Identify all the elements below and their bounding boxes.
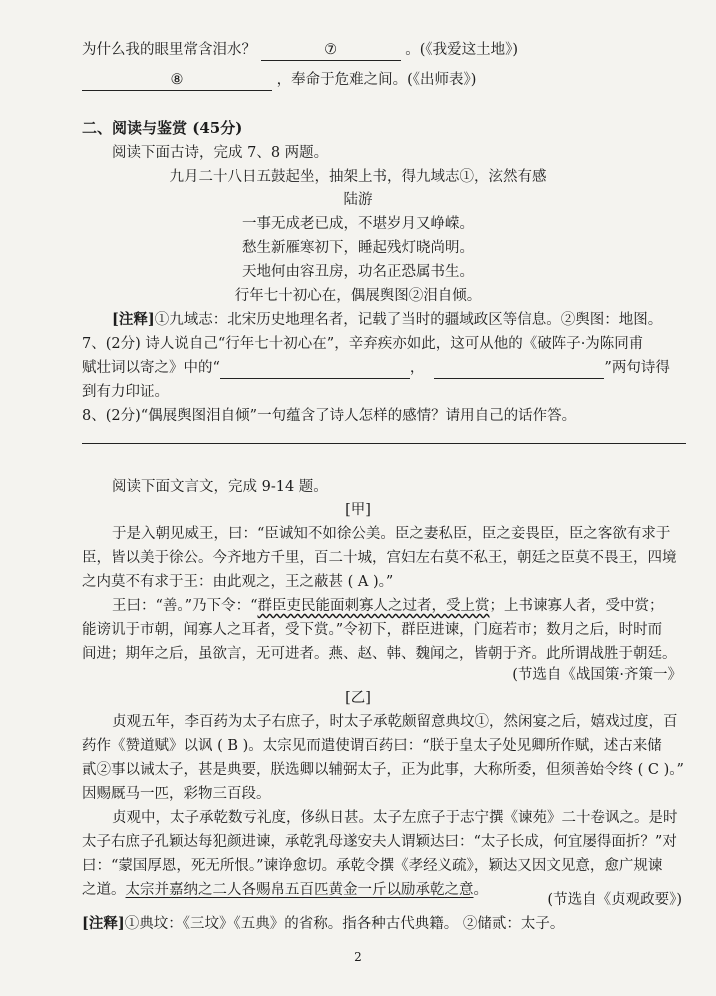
jia-p2-line-1 <box>112 596 664 616</box>
q7-answer-blank-1[interactable] <box>220 358 410 379</box>
note-text-2: ①典坟：《三坟》《五典》的省称。指各种古代典籍。 ②储贰：太子。 <box>124 916 565 932</box>
question-7-line-1: 7、(2分) 诗人说自己“行年七十初心在”，辛弃疾亦如此，这可从他的《破阵子·为陈同甫 <box>82 336 644 352</box>
q7-text-c: ”两句诗得 <box>604 360 670 376</box>
classical-intro: 阅读下面文言文，完成 9-14 题。 <box>112 479 328 495</box>
q7-answer-blank-2[interactable] <box>434 358 604 379</box>
yi-p2-line-2: 太子右庶子孔颖达每犯颜进谏，承乾乳母遂安夫人谓颖达曰：“太子长成，何宜屡得面折？”对 <box>82 834 677 850</box>
poem-line-4: 行年七十初心在，偶展舆图②泪自倾。 <box>234 288 482 304</box>
q8-answer-line[interactable] <box>82 443 686 444</box>
answer-blank-7[interactable] <box>261 40 401 61</box>
question-7-line-3: 到有力印证。 <box>82 384 169 400</box>
yi-source: (节选自《贞观政要》) <box>547 892 682 908</box>
q7-text-b: ， <box>409 360 425 376</box>
yi-p1-line-2: 药作《赞道赋》以讽 ( B )。太宗见而遣使谓百药曰：“朕于皇太子处见卿所作赋，述古来储 <box>82 738 662 754</box>
blank-mark-7: ⑦ <box>324 42 338 58</box>
poem-intro: 阅读下面古诗，完成 7、8 两题。 <box>112 145 329 161</box>
poem-author: 陆游 <box>343 192 373 208</box>
jia-p1-line-1: 于是入朝见威王，曰：“臣诚知不如徐公美。臣之妻私臣，臣之妾畏臣，臣之客欲有求于 <box>112 526 671 542</box>
q7-fill-line <box>82 40 518 61</box>
yi-p2-line-1: 贞观中，太子承乾数亏礼度，侈纵日甚。太子左庶子于志宁撰《谏苑》二十卷讽之。是时 <box>112 810 678 826</box>
passage-yi-label: [乙] <box>345 690 371 706</box>
poem-line-2: 愁生新雁寒初下，睡起残灯晓尚明。 <box>242 240 474 256</box>
page-number: 2 <box>354 950 362 964</box>
yi-p1-line-3: 貳②事以诫太子，甚是典要，朕选卿以辅弼太子，正为此事，大称所委，但须善始令终 ( C )。” <box>82 762 684 778</box>
q7-prefix: 为什么我的眼里常含泪水？ <box>82 42 256 58</box>
jia-p2-text-a: 王曰：“善。”乃下令：“ <box>112 598 258 614</box>
yi-underlined-sentence: 太宗并嘉纳之二人各赐帛五百匹黄金一斤以励承乾之意 <box>125 882 474 898</box>
jia-p2-line-2: 能谤讥于市朝，闻寡人之耳者，受下赏。”令初下，群臣进谏，门庭若市；数月之后，时时而 <box>82 622 663 638</box>
passage-jia-label: [甲] <box>345 502 371 518</box>
yi-p2-text-c: 。 <box>473 882 488 898</box>
q8-fill-line <box>82 70 476 91</box>
classical-note <box>82 914 564 934</box>
q8-suffix: ，奉命于危难之间。(《出师表》) <box>276 72 477 88</box>
note-label-2: [注释] <box>82 915 125 932</box>
poem-line-1: 一事无成老已成，不堪岁月又峥嵘。 <box>242 216 474 232</box>
yi-p1-line-4: 因赐厩马一匹，彩物三百段。 <box>82 786 271 802</box>
poem-line-3: 天地何由容丑房，功名正恐属书生。 <box>242 264 474 280</box>
note-label: [注释] <box>112 311 155 328</box>
jia-underlined-sentence: 群臣吏民能面刺寡人之过者，受上赏 <box>257 598 490 614</box>
question-8-line: 8、(2分)“偶展舆图泪自倾”一句蕴含了诗人怎样的感情？请用自己的话作答。 <box>82 408 577 424</box>
jia-p2-text-c: ；上书谏寡人者，受中赏； <box>489 598 664 614</box>
jia-source: (节选自《战国策·齐策一》 <box>512 667 682 683</box>
q7-suffix: 。(《我爱这土地》) <box>405 42 519 58</box>
poem-note <box>112 310 662 330</box>
yi-p2-line-3: 曰：“蒙国厚恩，死无所恨。”谏诤愈切。承乾令撰《孝经义疏》，颖达又因文见意，愈广规谏 <box>82 858 663 874</box>
yi-p1-line-1: 贞观五年，李百药为太子右庶子，时太子承乾颇留意典坟①，然闲宴之后，嬉戏过度，百 <box>112 714 678 730</box>
answer-blank-8[interactable] <box>82 70 272 91</box>
yi-p2-text-a: 之道。 <box>82 882 126 898</box>
jia-p1-line-2: 臣，皆以美于徐公。今齐地方千里，百二十城，宫妇左右莫不私王，朝廷之臣莫不畏王，四境 <box>82 550 677 566</box>
note-text: ①九域志：北宋历史地理名者，记载了当时的疆域政区等信息。②舆图：地图。 <box>154 312 663 328</box>
jia-p1-line-3: 之内莫不有求于王：由此观之，王之蔽甚 ( A )。” <box>82 574 394 590</box>
jia-p2-line-3: 间进；期年之后，虽欲言，无可进者。燕、赵、韩、魏闻之，皆朝于齐。此所谓战胜于朝廷。 <box>82 646 677 662</box>
yi-p2-line-4 <box>82 880 488 900</box>
section-heading: 二、阅读与鉴赏 (45分) <box>82 119 243 137</box>
blank-mark-8: ⑧ <box>170 72 184 88</box>
question-7-line-2 <box>82 358 670 379</box>
q7-text-a: 赋壮词以寄之》中的“ <box>82 360 220 376</box>
poem-title: 九月二十八日五鼓起坐，抽架上书，得九域志①，泫然有感 <box>169 169 547 185</box>
